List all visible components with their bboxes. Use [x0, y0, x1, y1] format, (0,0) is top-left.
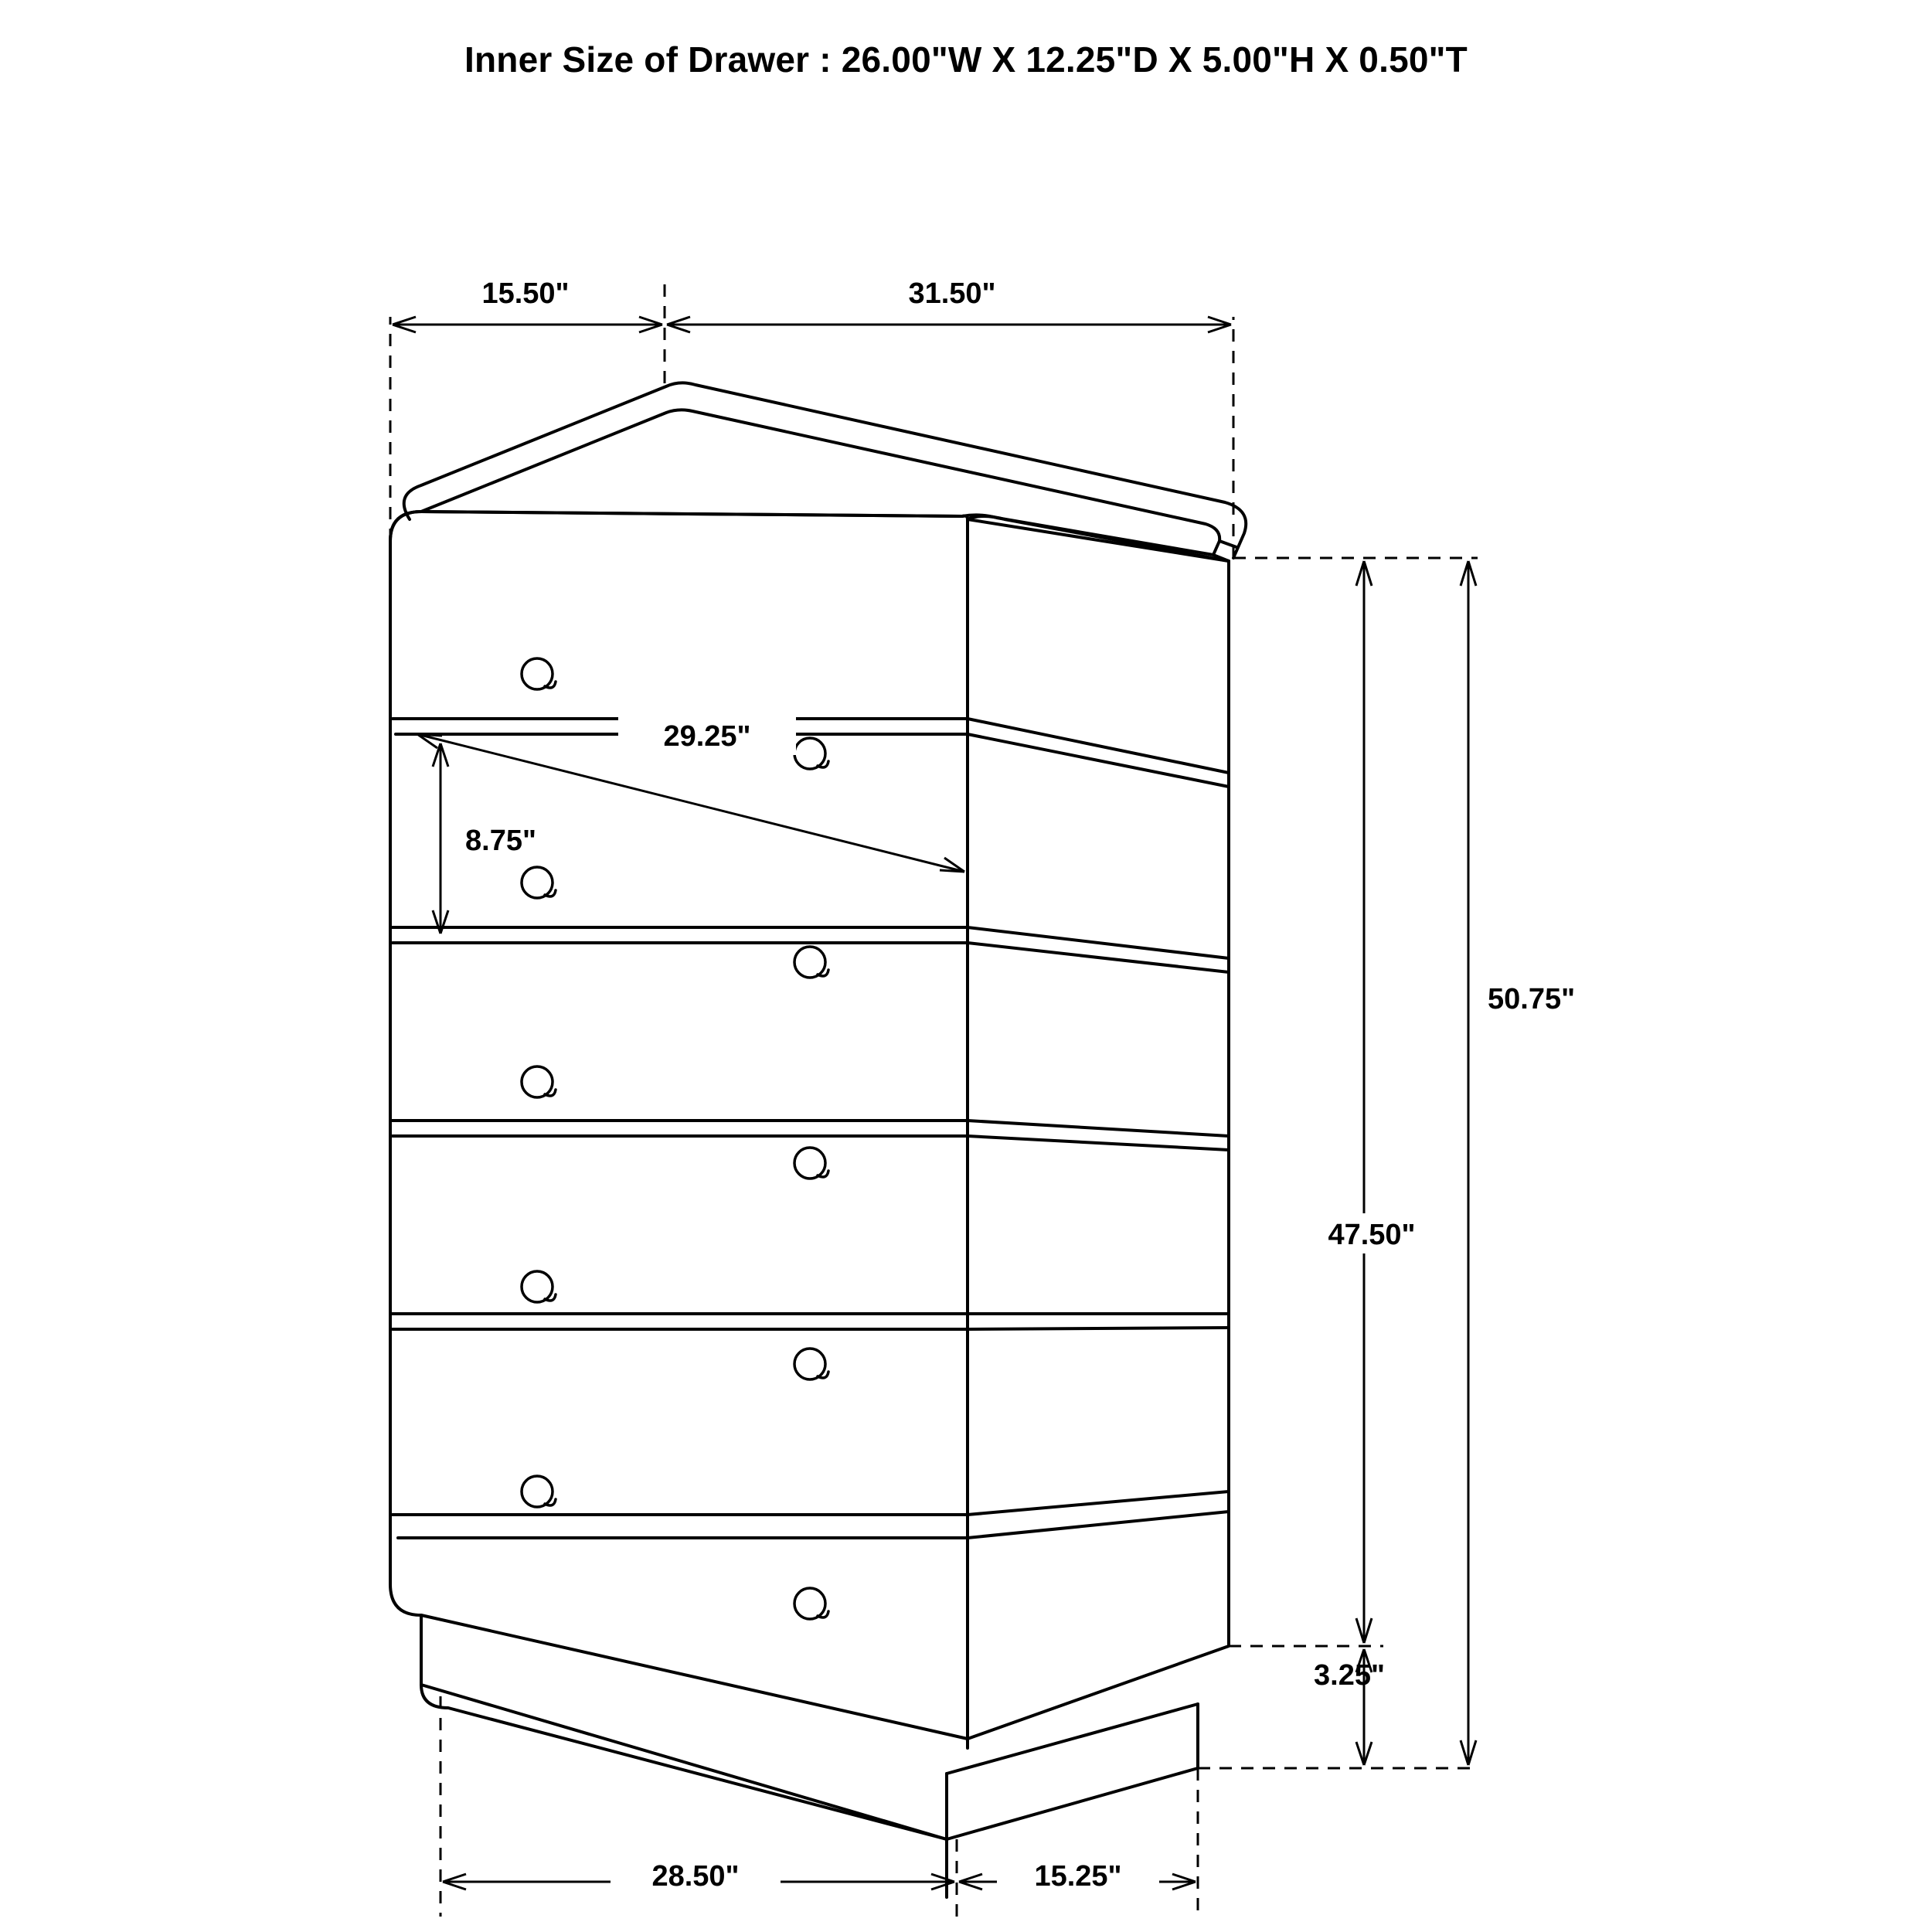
dimline-top-width	[667, 317, 1231, 332]
label-base-width: 28.50"	[651, 1860, 740, 1893]
label-drawer-width: 29.25"	[663, 720, 751, 753]
dimension-labels	[440, 272, 1575, 1895]
dimline-overall-height	[1461, 561, 1476, 1765]
dimline-body-height	[1356, 561, 1372, 1643]
label-drawer-height: 8.75"	[465, 825, 536, 857]
label-overall-height: 50.75"	[1488, 983, 1576, 1015]
page-title: Inner Size of Drawer : 26.00"W X 12.25"D X 5.00"H X 0.50"T	[464, 39, 1468, 80]
label-top-width: 31.50"	[908, 277, 996, 310]
cabinet-top-surface	[390, 383, 1246, 561]
dimline-drawer-height	[433, 743, 448, 934]
cabinet-front-face	[390, 512, 968, 1739]
drawer-knobs-left	[522, 658, 556, 1507]
extension-lines-right	[1198, 558, 1478, 1768]
dimline-top-depth	[393, 317, 662, 332]
label-top-depth: 15.50"	[481, 277, 570, 310]
label-base-depth: 15.25"	[1034, 1860, 1122, 1893]
label-base-height: 3.25"	[1314, 1659, 1385, 1692]
drawer-knobs-right	[794, 738, 828, 1619]
drawer-divider-lines-side	[968, 719, 1229, 1538]
label-body-height: 47.50"	[1328, 1219, 1416, 1251]
